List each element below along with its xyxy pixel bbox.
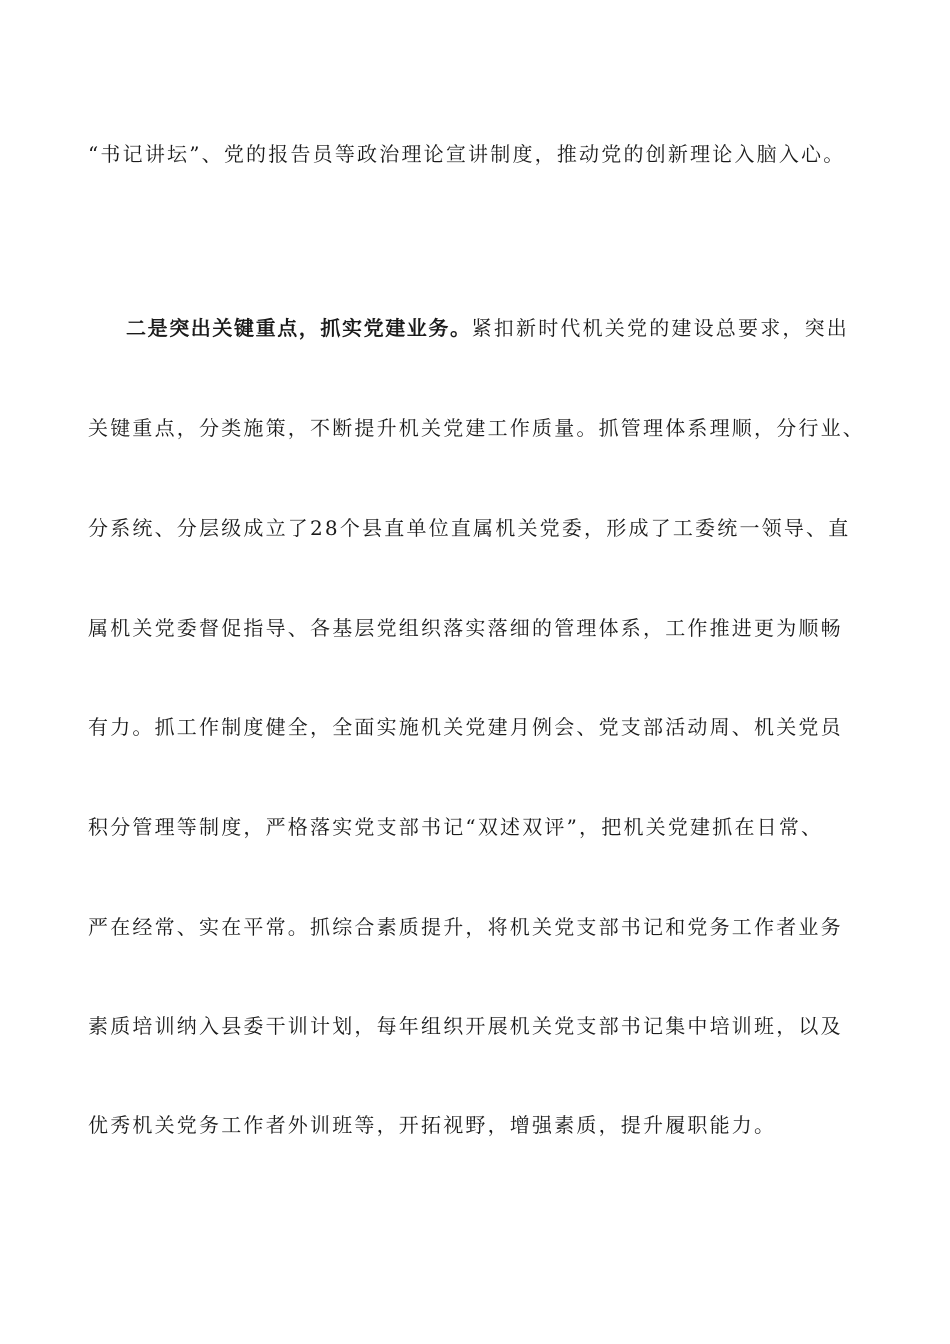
- paragraph-line: 关键重点，分类施策，不断提升机关党建工作质量。抓管理体系理顺，分行业、: [88, 416, 865, 440]
- paragraph-line: 属机关党委督促指导、各基层党组织落实落细的管理体系，工作推进更为顺畅: [88, 616, 843, 640]
- paragraph-line: 有力。抓工作制度健全，全面实施机关党建月例会、党支部活动周、机关党员: [88, 715, 843, 739]
- paragraph-first-line: [126, 314, 868, 342]
- paragraph-first-line-text: 紧扣新时代机关党的建设总要求，突出: [471, 316, 850, 340]
- paragraph-line: 分系统、分层级成立了28个县直单位直属机关党委，形成了工委统一领导、直: [88, 516, 851, 540]
- paragraph-line: 优秀机关党务工作者外训班等，开拓视野，增强素质，提升履职能力。: [88, 1113, 777, 1137]
- paragraph-line: 严在经常、实在平常。抓综合素质提升，将机关党支部书记和党务工作者业务: [88, 915, 843, 939]
- continuation-line: “书记讲坛”、党的报告员等政治理论宣讲制度，推动党的创新理论入脑入心。: [88, 142, 846, 166]
- paragraph-line: 素质培训纳入县委干训计划，每年组织开展机关党支部书记集中培训班，以及: [88, 1014, 843, 1038]
- paragraph-heading: 二是突出关键重点，抓实党建业务。: [126, 316, 472, 340]
- paragraph-line: 积分管理等制度，严格落实党支部书记“双述双评”，把机关党建抓在日常、: [88, 815, 824, 839]
